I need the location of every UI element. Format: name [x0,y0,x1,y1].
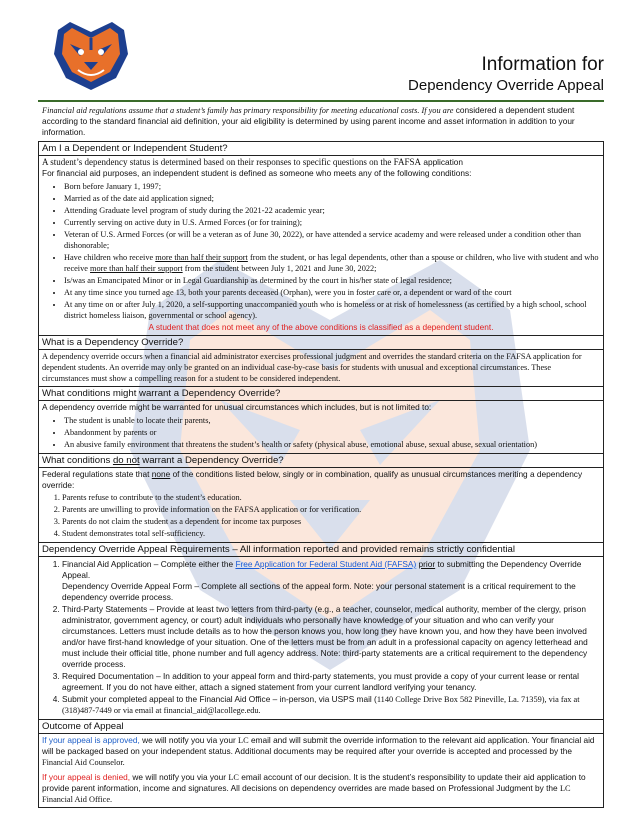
s2-body: A dependency override occurs when a financial aid administrator exercises professional judgment and overrides the standard criteria on the FAFSA application for dependent students. An override may only be granted on an individual case-by-case basis for students with unusual and exceptional circumstances. These circumstances must show a compelling reason for a student to be considered independent. [42,352,582,383]
lead-text: of the conditions listed below, singly or in combination, qualify as unusual circumstances meriting a dependency override: [42,469,583,490]
item-underline: more than half their support [90,264,183,273]
section-dependent-or-independent [38,142,604,336]
list-item: 3. Parents do not claim the student as a dependent for income tax purposes [62,516,600,527]
list-item [62,559,600,603]
s1-line1-tail: application [423,157,464,167]
item-text: from the student between July 1, 2021 and June 30, 2022; [184,264,377,273]
section-heading: What conditions might warrant a Dependency Override? [39,387,603,401]
list-item: • At any time on or after July 1, 2020, a self-supporting unaccompanied youth who is homeless or at risk of homelessness (as certified by a high school, school district homeless liaison, governmental or school agency). [64,299,600,321]
section-heading [39,454,603,468]
para-lc: LC [238,736,249,745]
section-heading: What is a Dependency Override? [39,336,603,350]
list-item: 4. Student demonstrates total self-sufficiency. [62,528,600,539]
item-text: Submit your completed appeal to the Financial Aid Office – in-person, via USPS mail ( [62,694,377,704]
list-item: 2. Third-Party Statements – Provide at least two letters from third-party (e.g., a teacher, counselor, medical authority, member of the clergy, prison administrator, government agency, or court) adult individuals who personally have knowledge of your situation and who can verify your circumstances. Letters must include details as to how the person knows you, how long they have known you, and how they have been involved and/or have first-hand knowledge of your situation. One of the letters must be from an adult in a professional capacity on agency letterhead and must include their official title, phone number and full agency address. Note: third-party statements are a critical requirement to the dependency override process. [62,604,600,670]
item-text: Financial Aid Application – Complete either the [62,559,234,569]
denied-paragraph [42,772,600,805]
section-conditions-warrant [38,387,604,454]
intro-rest: considered a dependent student according to the standard financial aid definition, your aid eligibility is determined by using parent income and asset information in addition to your information. [42,105,575,137]
list-item: 1. Parents refuse to contribute to the student’s education. [62,492,600,503]
heading-part: warrant a Dependency Override? [142,455,284,466]
fafsa-link[interactable]: Free Application for Federal Student Aid (FAFSA) [235,559,417,569]
item-address: 1140 College Drive Box 582 Pineville, La. 71359), via fax at (318)487-7449 or via email at financial_aid@lacollege.edu. [62,695,580,715]
list-item: • Born before January 1, 1997; [64,181,600,192]
denied-lead: If your appeal is denied, [42,772,131,782]
list-item: • Married as of the date aid application signed; [64,193,600,204]
list-item: • At any time since you turned age 13, both your parents deceased (Orphan), were you in foster care or, a dependent or ward of the court [64,287,600,298]
approved-lead: If your appeal is approved, [42,735,140,745]
list-item: • Is/was an Emancipated Minor or in Legal Guardianship as determined by the court in his/her state of legal residence; [64,275,600,286]
s1-line1: A student’s dependency status is determined based on their responses to specific questions on the FAFSA [42,157,422,167]
title-line: Information for [481,54,604,75]
section-what-is-override [38,336,604,387]
para-text: email and will submit the override information to the relevant aid application. Your financial aid will be packaged based on your independent status. Additional documents may be required after your override is accepted and processed by the [42,735,595,756]
intro-italic: Financial aid regulations assume that a student’s family has primary responsibility for meeting educational costs. If you are [42,106,454,115]
list-item [64,252,600,274]
item-subtext: Dependency Override Appeal Form – Complete all sections of the appeal form. Note: your personal statement is a critical requirement to the dependency override process. [62,581,576,602]
subtitle-line: Dependency Override Appeal [408,77,604,94]
item-text: Have children who receive [64,253,154,262]
approved-paragraph [42,735,600,768]
section-heading: Dependency Override Appeal Requirements – All information reported and provided remains strictly confidential [39,543,603,557]
lead-underline: none [151,469,171,479]
item-underline: more than half their support [155,253,248,262]
list-item: 2. Parents are unwilling to provide information on the FAFSA application or for verification. [62,504,600,515]
list-item: • Veteran of U.S. Armed Forces (or will be a veteran as of June 30, 2022), or have attended a service academy and were released under a condition other than dishonorable; [64,229,600,251]
list-item [62,694,600,716]
independent-conditions-list [42,181,600,321]
section-outcome [38,720,604,808]
list-item: • Abandonment by parents or [64,427,600,438]
section-conditions-not-warrant [38,454,604,543]
list-item: • Currently serving on active duty in U.S. Armed Forces (or for training); [64,217,600,228]
section-appeal-requirements [38,543,604,720]
heading-part: What conditions [42,455,111,466]
section-heading: Am I a Dependent or Independent Student? [39,142,603,156]
para-serif: Financial Aid Counselor. [42,758,125,767]
s1-line2: For financial aid purposes, an independent student is defined as someone who meets any of the following conditions: [42,168,472,178]
lead-text: Federal regulations state that [42,469,150,479]
para-text: we will notify you via your [142,735,236,745]
document-body [38,103,604,808]
item-text: to submitting the Dependency Override Appeal. [62,559,582,580]
para-text: email account of our decision. It is the student’s responsibility to update their aid application to provide parent information, income and signatures. All decisions on dependency overrides are made based on Professional Judgment by the [42,772,586,793]
s4-lead [42,469,600,491]
list-item: • An abusive family environment that threatens the student’s health or safety (physical abuse, emotional abuse, sexual abuse, sexual orientation) [64,439,600,450]
s3-lead: A dependency override might be warranted for unusual circumstances which includes, but is not limited to: [42,402,432,412]
intro-paragraph [38,103,604,142]
not-warrant-list [42,492,600,539]
para-serif: LC Financial Aid Office. [42,784,571,804]
tiger-mascot-logo-icon [50,20,132,92]
list-item: 3. Required Documentation – In addition to your appeal form and third-party statements, you must provide a copy of your current lease or rental agreement. If you do not have either, attach a signed statement from your current landlord verifying your tenancy. [62,671,600,693]
requirements-list [42,559,600,716]
heading-underline: do not [112,455,140,466]
item-text: from the student, or has legal dependents, other than a spouse or children, who live with student and who receive [64,253,599,273]
dependent-note: A student that does not meet any of the above conditions is classified as a dependent student. [148,322,494,332]
header-rule [38,100,604,102]
item-underline: prior [418,559,436,569]
page-title [408,54,604,96]
section-heading: Outcome of Appeal [39,720,603,734]
list-item: • The student is unable to locate their parents, [64,415,600,426]
para-lc: LC [228,773,239,782]
para-text: we will notify you via your [132,772,227,782]
list-item: • Attending Graduate level program of study during the 2021-22 academic year; [64,205,600,216]
warrant-list [42,415,600,450]
